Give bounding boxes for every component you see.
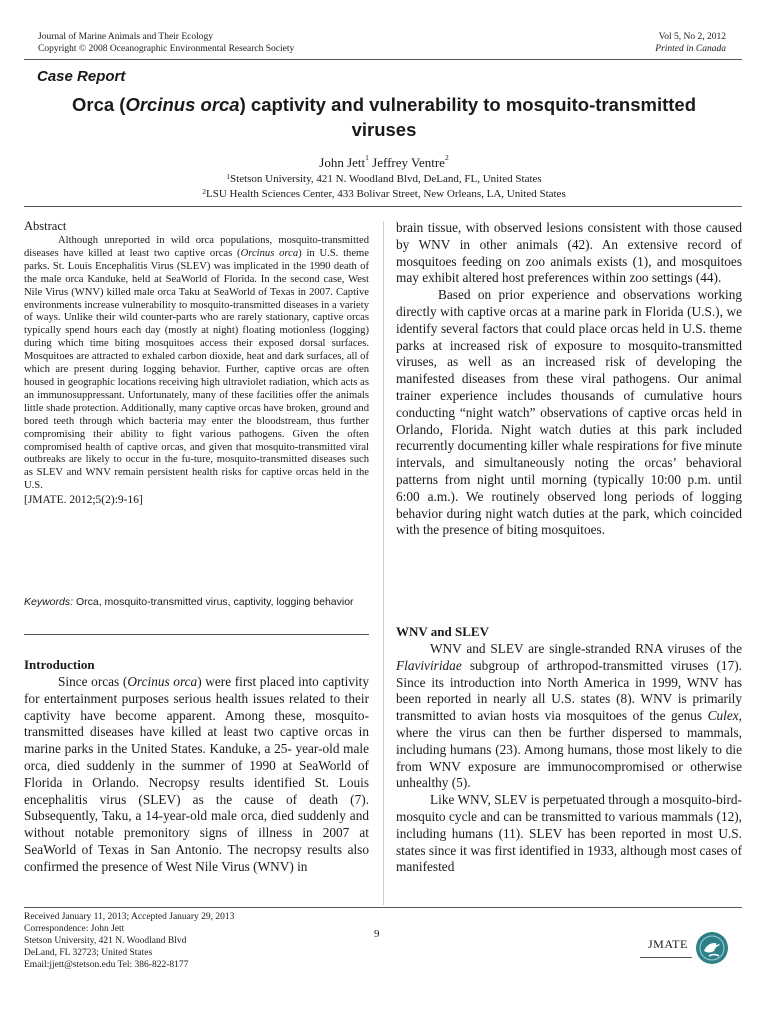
author-1: John Jett (319, 155, 366, 170)
wnv-slev-heading: WNV and SLEV (396, 624, 489, 639)
received-dates: Received January 11, 2013; Accepted January 29, 2013 (24, 912, 235, 922)
experience-paragraph: Based on prior experience and observations working directly with captive orcas at a marine park in Florida (U.S.), we identify several factors that could place orcas held in U.S. theme parks at increased risk of exposure to mosquito-transmitted viruses, as well as an increased risk of developing the manifested diseases from these viral pathogens. Our animal trainer experience includes thousands of cumulative hours conducting “night watch” observations of captive orcas held in Orlando, Florida. Night watch duties at this park included recurrently documenting killer whale respirations for five minute intervals, and simultaneously noting the orcas’ behavioral patterns from night until morning (typically 10:00 p.m. until 6:00 a.m.). We routinely observed long periods of logging behavior during night watch duties at the park, which coincided with the presence of biting mosquitoes. (396, 287, 742, 538)
article-title: Orca (Orcinus orca) captivity and vulnerability to mosquito-transmitted viruses (72, 94, 696, 140)
address-line-1: Stetson University, 421 N. Woodland Blvd (24, 936, 187, 946)
wnv-paragraph: WNV and SLEV are single-stranded RNA viruses of the Flaviviridae subgroup of arthropod-transmitted viruses (17). Since its introduction into North America in 1999, WNV has been reported in nearly all U.S. states (8). WNV is primarily transmitted to avian hosts via mosquitoes of the genus Culex, where the virus can then be further dispersed to mammals, including humans (23). Among humans, those most likely to die from WNV exposure are immunocompromised or otherwise unhealthy (5). (396, 641, 742, 791)
header-rule (24, 59, 742, 60)
journal-name: Journal of Marine Animals and Their Ecology (38, 32, 214, 42)
right-column-body (396, 220, 742, 539)
author-2: Jeffrey Ventre (372, 155, 445, 170)
article-type: Case Report (37, 68, 126, 85)
page-number: 9 (374, 928, 380, 940)
author-list: John Jett$^1$ Jeffrey Ventre$^2$ (319, 153, 449, 170)
title-rule (24, 206, 742, 207)
abstract-paragraph: Although unreported in wild orca populations, mosquito-transmitted diseases have killed at least two captive orcas (Orcinus orca) in U.S. theme parks. St. Louis Encephalitis Virus (SLEV) was implicated in the 1990 death of the male orca Kanduke, held at SeaWorld of Florida. In the second case, West Nile Virus (WNV) killed male orca Taku at SeaWorld of Texas in 2007. Captive environments increase vulnerability to mosquito-transmitted diseases in a variety of ways. Unlike their wild counter-parts who are rarely stationary, captive orcas typically spend hours each day (mostly at night) floating motionless (logging) during which time biting mosquitoes access their exposed dorsal surfaces. Mosquitoes are attracted to exhaled carbon dioxide, heat and dark surfaces, all of which are present during logging behavior. Further, captive orcas are often housed in geographic locations receiving high ultraviolet radiation, which acts as an immunosuppressant. Unfortunately, many of these facilities offer the animals little shade protection. Additionally, many captive orcas have broken, ground and bored teeth through which bacteria may enter the bloodstream, thus further compromising their ability to fight various pathogens. Given the often compromised health of captive orcas, and given that mosquito-transmitted viral outbreaks are likely to occur in the fu-ture, mosquito-transmitted diseases such as SLEV and WNV remain persistent health risks for captive orcas held in the U.S. (24, 235, 369, 492)
abstract-body (24, 235, 369, 507)
slev-paragraph: Like WNV, SLEV is perpetuated through a mosquito-bird-mosquito cycle and can be transmitted to various mammals (12), including humans (11). SLEV has been reported in most U.S. states since it was first identified in 1933, although most cases of manifested (396, 792, 742, 875)
journal-abbreviation: JMATE (648, 937, 688, 951)
footer-logo-rule (640, 957, 692, 958)
journal-header (38, 31, 458, 55)
introduction-heading: Introduction (24, 657, 95, 672)
volume-label: Vol 5, No 2, 2012 (658, 32, 726, 42)
introduction-body (24, 674, 369, 876)
printed-label: Printed in Canada (655, 44, 726, 54)
column-separator (383, 221, 384, 905)
abstract-rule (24, 634, 369, 635)
affiliation-2: $^2$LSU Health Sciences Center, 433 Bolivar Street, New Orleans, LA, United States (202, 187, 566, 200)
abstract-citation: [JMATE. 2012;5(2):9-16] (24, 494, 143, 507)
issue-info (546, 31, 726, 55)
jmate-logo-icon (695, 931, 729, 965)
affiliation-1: $^1$Stetson University, 421 N. Woodland Blvd, DeLand, FL, United States (226, 172, 542, 185)
copyright: Copyright © 2008 Oceanographic Environmental Research Society (38, 44, 295, 54)
correspondence: Correspondence: John Jett (24, 924, 125, 934)
keywords: Keywords: Orca, mosquito-transmitted virus, captivity, logging behavior (24, 596, 354, 608)
footer-rule (24, 907, 742, 908)
introduction-paragraph: Since orcas (Orcinus orca) were first placed into captivity for entertainment purposes serious health issues related to their captivity have become apparent. Among these, mosquito-transmitted diseases have killed at least two captive orcas in marine parks in the United States. Kanduke, a 25- year-old male orca, died suddenly in the summer of 1990 at SeaWorld of Florida in Orlando. Necropsy results identified St. Louis encephalitis virus (SLEV) as the cause of death (7). Subsequently, Taku, a 14-year-old male orca, died suddenly and without notable premonitory signs of illness in 2007 at SeaWorld of Texas in San Antonio. The necropsy results also confirmed the presence of West Nile Virus (WNV) in (24, 674, 369, 874)
abstract-heading: Abstract (24, 219, 67, 233)
footer-correspondence (24, 911, 234, 971)
continued-paragraph: brain tissue, with observed lesions consistent with those caused by WNV in other animals (42). An extensive record of mosquitoes feeding on zoo animals exists (1), and mosquitoes may exhibit altered host preferences within zoo settings (44). (396, 220, 742, 286)
wnv-slev-body (396, 641, 742, 876)
address-line-2: DeLand, FL 32723; United States (24, 948, 153, 958)
contact-email[interactable]: Email:jjett@stetson.edu Tel: 386-822-8177 (24, 960, 189, 970)
